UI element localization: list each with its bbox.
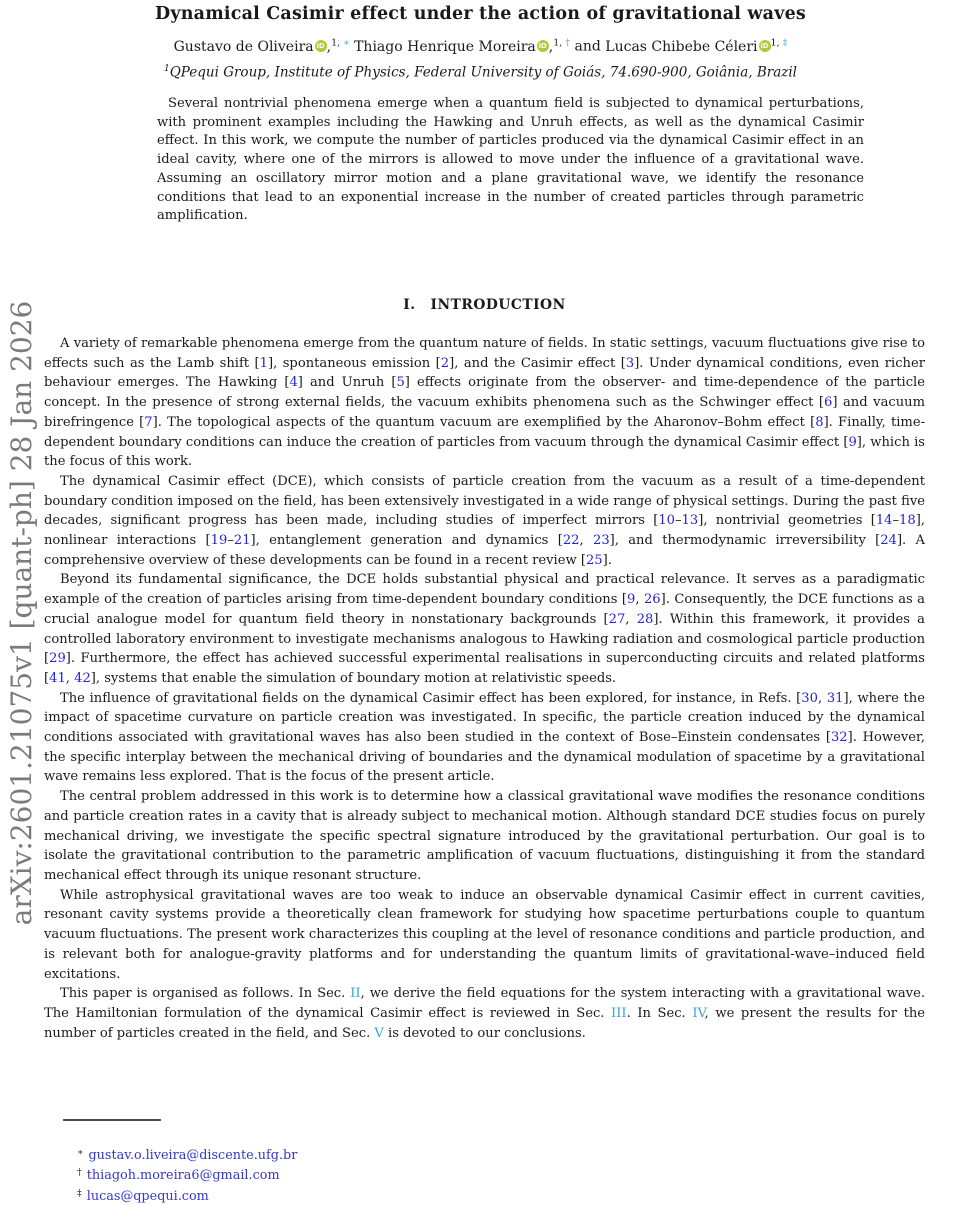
affiliation-text: QPequi Group, Institute of Physics, Federal University of Goiás, 74.690-900, Goiânia, Brazil xyxy=(169,64,797,81)
footnote-list xyxy=(63,1144,297,1205)
paragraph: The central problem addressed in this work is to determine how a classical gravitational wave modifies the resonance conditions and particle creation rates in a cavity that is already subject to mechanical motion. Although standard DCE studies focus on purely mechanical driving, we investigate the specific spectral signature introduced by the gravitational perturbation. Our goal is to isolate the gravitational contribution to the parametric amplification of vacuum fluctuations, distinguishing it from the standard mechanical effect through its unique resonant structure. xyxy=(44,789,925,883)
footnotes xyxy=(63,1119,297,1205)
footnote-mark-link[interactable]: ∗ xyxy=(343,37,350,48)
citation-link[interactable]: 28 xyxy=(636,611,654,627)
citation-link[interactable]: 6 xyxy=(824,395,833,411)
citation-link[interactable]: 42 xyxy=(74,670,91,686)
citation-link[interactable]: 13 xyxy=(681,513,699,529)
citation-link[interactable]: 18 xyxy=(899,513,916,529)
affiliation xyxy=(0,64,961,81)
section-link[interactable]: II xyxy=(350,986,361,1002)
citation-link[interactable]: 25 xyxy=(585,552,603,568)
author: Lucas Chibebe Céleri iD $^{1, \ddagger}$ xyxy=(605,37,788,55)
citation-link[interactable]: 1 xyxy=(259,355,268,371)
paragraph: A variety of remarkable phenomena emerge from the quantum nature of fields. In static settings, vacuum fluctuations give rise to effects such as the Lamb shift [1], spontaneous emission [2], and the Casimir effect [3]. Under dynamical conditions, even richer behaviour emerges. The Hawking [4] and Unruh [5] effects originate from the observer- and time-dependence of the particle concept. In the presence of strong external fields, the vacuum exhibits phenomena such as the Schwinger effect [6] and vacuum birefringence [7]. The topological aspects of the quantum vacuum are exemplified by the Aharonov–Bohm effect [8]. Finally, time-dependent boundary conditions can induce the creation of particles from vacuum through the dynamical Casimir effect [9], which is the focus of this work. xyxy=(44,336,926,470)
paragraph: Beyond its fundamental significance, the DCE holds substantial physical and practical relevance. It serves as a paradigmatic example of the creation of particles arising from time-dependent boundary conditions [9, 26]. Consequently, the DCE functions as a crucial analogue model for quantum field theory in nonstationary backgrounds [27, 28]. Within this framework, it provides a controlled laboratory environment to investigate mechanisms analogous to Hawking radiation and cosmological particle production [29]. Furthermore, the effect has achieved successful experimental realisations in superconducting circuits and related platforms [41, 42], systems that enable the simulation of boundary motion at relativistic speeds. xyxy=(44,572,925,686)
citation-link[interactable]: 41 xyxy=(49,670,66,686)
citation-link[interactable]: 29 xyxy=(49,651,66,667)
citation-link[interactable]: 26 xyxy=(643,592,661,608)
footnote-rule xyxy=(63,1119,161,1121)
section-number: I. xyxy=(403,297,416,313)
citation-link[interactable]: 32 xyxy=(830,730,848,746)
citation-link[interactable]: 4 xyxy=(289,375,298,391)
paragraph: This paper is organised as follows. In Sec. II, we derive the field equations for the system interacting with a gravitational wave. The Hamiltonian formulation of the dynamical Casimir effect is reviewed in Sec. III. In Sec. IV, we present the results for the number of particles created in the field, and Sec. V is devoted to our conclusions. xyxy=(44,986,926,1041)
citation-link[interactable]: 21 xyxy=(233,533,251,549)
email-link[interactable]: thiagoh.moreira6@gmail.com xyxy=(86,1168,280,1184)
citation-link[interactable]: 9 xyxy=(848,434,857,450)
footnote-mark-link[interactable]: † xyxy=(565,37,571,48)
citation-link[interactable]: 27 xyxy=(608,611,626,627)
paper-title: Dynamical Casimir effect under the action of gravitational waves xyxy=(155,4,806,24)
section-title: INTRODUCTION xyxy=(430,297,566,313)
paragraph: The dynamical Casimir effect (DCE), which consists of particle creation from the vacuum as a result of a time-dependent boundary condition imposed on the field, has been extensively investigated in a wide range of physical settings. During the past five decades, significant progress has been made, including studies of imperfect mirrors [10–13], nontrivial geometries [14–18], nonlinear interactions [19–21], entanglement generation and dynamics [22, 23], and thermodynamic irreversibility [24]. A comprehensive overview of these developments can be found in a recent review [25]. xyxy=(44,473,926,568)
author-superscript: 1, † xyxy=(553,37,571,48)
affiliation-superscript: 1 xyxy=(163,64,170,74)
footnote-marker: † xyxy=(77,1167,82,1179)
footnote-mark-link[interactable]: ‡ xyxy=(782,37,788,48)
paragraph: The influence of gravitational fields on the dynamical Casimir effect has been explored, for instance, in Refs. [30, 31], where the impact of spacetime curvature on particle creation was investigated. In specific, the particle creation induced by the dynamical conditions associated with gravitational waves has also been studied in the context of Bose–Einstein condensates [32]. However, the specific interplay between the mechanical driving of boundaries and the dynamical modulation of spacetime by a gravitational wave remains less explored. That is the focus of the present article. xyxy=(44,690,925,785)
section-link[interactable]: III xyxy=(611,1005,627,1021)
citation-link[interactable]: 19 xyxy=(210,533,228,549)
citation-link[interactable]: 31 xyxy=(826,690,844,706)
arxiv-watermark: arXiv:2601.21075v1 [quant-ph] 28 Jan 2026 xyxy=(5,300,38,926)
author: Thiago Henrique Moreira iD ,$^{1, \dagger}$ xyxy=(354,37,571,55)
citation-link[interactable]: 14 xyxy=(875,513,893,529)
citation-link[interactable]: 3 xyxy=(625,355,635,371)
author-line: Gustavo de Oliveira iD ,$^{1, ∗}$ Thiago Henrique Moreira iD ,$^{1, \dagger}$ and Lucas Chibebe Céleri iD $^{1, \ddagger}$ xyxy=(173,37,788,55)
paragraph: While astrophysical gravitational waves are too weak to induce an observable dynamical Casimir effect in current cavities, resonant cavity systems provide a theoretically clean framework for studying how spacetime perturbations couple to quantum vacuum fluctuations. The present work characterizes this coupling at the level of resonance conditions and particle production, and is relevant both for analogue-gravity platforms and for understanding the quantum limits of gravitational-wave–induced field excitations. xyxy=(44,887,925,982)
citation-link[interactable]: 9 xyxy=(626,592,636,608)
author-superscript: 1, ∗ xyxy=(331,37,350,48)
orcid-icon[interactable]: iD xyxy=(538,41,547,50)
email-link[interactable]: gustav.o.liveira@discente.ufg.br xyxy=(88,1148,298,1163)
citation-link[interactable]: 8 xyxy=(815,414,824,430)
introduction-section xyxy=(44,297,925,1043)
orcid-icon[interactable]: iD xyxy=(760,41,769,50)
footnote-marker: ‡ xyxy=(77,1187,82,1199)
footnote-item xyxy=(63,1185,297,1205)
citation-link[interactable]: 30 xyxy=(801,690,818,706)
author-superscript: 1, ‡ xyxy=(770,37,788,48)
orcid-icon[interactable]: iD xyxy=(316,41,325,50)
citation-link[interactable]: 5 xyxy=(396,375,405,391)
email-link[interactable]: lucas@qpequi.com xyxy=(86,1188,209,1204)
section-link[interactable]: V xyxy=(374,1025,384,1041)
section-link[interactable]: IV xyxy=(692,1005,705,1021)
citation-link[interactable]: 10 xyxy=(658,513,675,529)
citation-link[interactable]: 23 xyxy=(592,533,610,549)
section-heading xyxy=(44,297,925,313)
citation-link[interactable]: 2 xyxy=(440,355,450,371)
introduction-body xyxy=(44,334,925,1043)
citation-link[interactable]: 22 xyxy=(562,533,580,549)
citation-link[interactable]: 7 xyxy=(144,414,153,430)
footnote-item xyxy=(63,1144,297,1164)
footnote-item xyxy=(63,1164,297,1184)
author: Gustavo de Oliveira iD ,$^{1, ∗}$ xyxy=(173,37,350,55)
footnote-marker: ∗ xyxy=(77,1147,84,1158)
citation-link[interactable]: 24 xyxy=(880,533,897,549)
abstract: Several nontrivial phenomena emerge when a quantum field is subjected to dynamical perturbations, with prominent examples including the Hawking and Unruh effects, as well as the dynamical Casimir effect. In this work, we compute the number of particles produced via the dynamical Casimir effect in an ideal cavity, where one of the mirrors is allowed to move under the influence of a gravitational wave. Assuming an oscillatory mirror motion and a plane gravitational wave, we identify the resonance conditions that lead to an exponential increase in the number of created particles through parametric amplification. xyxy=(157,96,864,224)
